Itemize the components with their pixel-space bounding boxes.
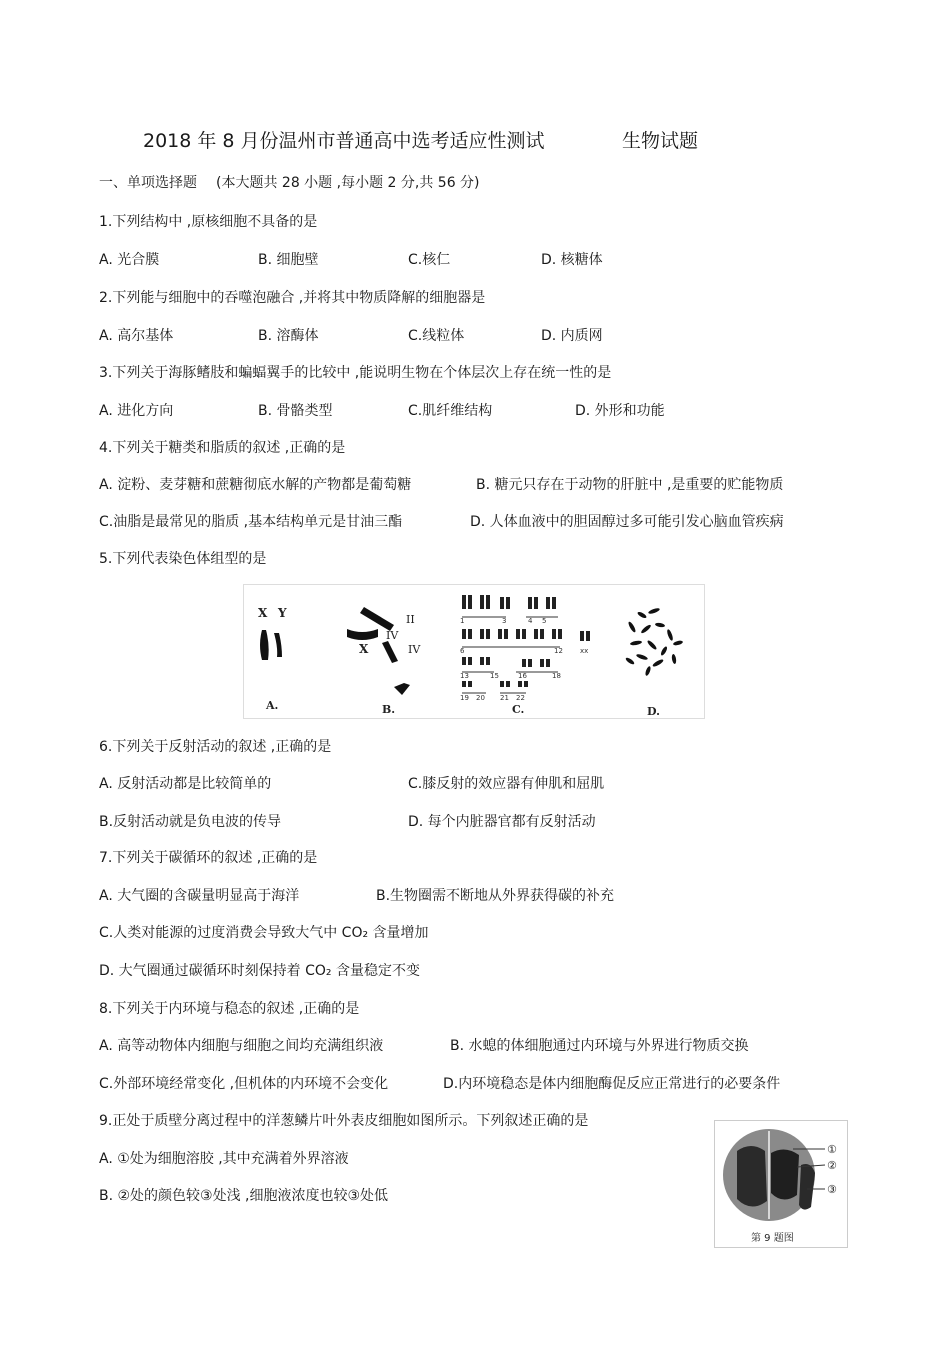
fig-label-b: B. <box>382 703 396 716</box>
svg-text:12: 12 <box>554 647 563 655</box>
option-a: A. ①处为细胞溶胶 ,其中充满着外界溶液 <box>99 1151 349 1167</box>
option-c: C.膝反射的效应器有伸肌和屈肌 <box>408 776 605 792</box>
question-stem: 2.下列能与细胞中的吞噬泡融合 ,并将其中物质降解的细胞器是 <box>99 290 486 306</box>
svg-text:13: 13 <box>460 672 469 680</box>
question-stem: 5.下列代表染色体组型的是 <box>99 551 267 567</box>
chromosome-b2 <box>347 629 378 640</box>
fig-label-a: A. <box>266 699 279 712</box>
chromosome-y <box>274 633 282 657</box>
mark-3: ③ <box>827 1183 837 1196</box>
option-b: B. ②处的颜色较③处浅 ,细胞液浓度也较③处低 <box>99 1188 389 1204</box>
option-d: D.内环境稳态是体内细胞酶促反应正常进行的必要条件 <box>443 1076 781 1092</box>
fig-b-x-label: X <box>359 642 369 656</box>
svg-text:15: 15 <box>490 672 499 680</box>
option-d: D. 人体血液中的胆固醇过多可能引发心脑血管疾病 <box>470 514 784 530</box>
svg-text:21: 21 <box>500 694 509 702</box>
fig-b-ii-label: II <box>406 613 415 626</box>
chromosome-b3 <box>382 641 398 663</box>
fig-a-y-label: Y <box>278 606 287 620</box>
option-a: A. 进化方向 <box>99 403 174 419</box>
cell-figure <box>714 1120 848 1248</box>
svg-text:19: 19 <box>460 694 469 702</box>
cell-middle <box>771 1149 799 1199</box>
svg-text:5: 5 <box>542 617 547 625</box>
svg-text:3: 3 <box>502 617 507 625</box>
option-b: B. 水螅的体细胞通过内环境与外界进行物质交换 <box>450 1038 749 1054</box>
option-c: C.肌纤维结构 <box>408 403 493 419</box>
option-b: B.生物圈需不断地从外界获得碳的补充 <box>376 888 615 904</box>
option-d: D. 外形和功能 <box>575 403 665 419</box>
karyotype-lines <box>462 617 560 693</box>
svg-text:22: 22 <box>516 694 525 702</box>
option-a: A. 光合膜 <box>99 252 160 268</box>
question-stem: 8.下列关于内环境与稳态的叙述 ,正确的是 <box>99 1001 360 1017</box>
option-c: C.核仁 <box>408 252 451 268</box>
fig-label-c: C. <box>512 703 525 716</box>
option-c: C.外部环境经常变化 ,但机体的内环境不会变化 <box>99 1076 389 1092</box>
chromosome-x <box>260 630 269 660</box>
chromosome-b1 <box>360 607 394 631</box>
option-d: D. 每个内脏器官都有反射活动 <box>408 814 596 830</box>
option-c: C.油脂是最常见的脂质 ,基本结构单元是甘油三酯 <box>99 514 403 530</box>
option-a: A. 高尔基体 <box>99 328 174 344</box>
fig-b-iv2-label: IV <box>408 643 421 656</box>
exam-title: 2018 年 8 月份温州市普通高中选考适应性测试 <box>143 130 545 152</box>
mark-1: ① <box>827 1143 837 1156</box>
option-c: C.线粒体 <box>408 328 465 344</box>
cell-right <box>799 1164 815 1210</box>
option-a: A. 大气圈的含碳量明显高于海洋 <box>99 888 300 904</box>
mark-2: ② <box>827 1159 837 1172</box>
option-b: B. 细胞壁 <box>258 252 319 268</box>
question-stem: 9.正处于质壁分离过程中的洋葱鳞片叶外表皮细胞如图所示。下列叙述正确的是 <box>99 1113 589 1129</box>
section-heading: 一、单项选择题 <box>99 175 197 191</box>
question-stem: 6.下列关于反射活动的叙述 ,正确的是 <box>99 739 332 755</box>
option-b: B. 骨骼类型 <box>258 403 333 419</box>
option-b: B. 糖元只存在于动物的肝脏中 ,是重要的贮能物质 <box>476 477 784 493</box>
option-d: D. 大气圈通过碳循环时刻保持着 CO₂ 含量稳定不变 <box>99 963 420 979</box>
fig-label-d: D. <box>647 705 660 718</box>
cell-left <box>737 1146 767 1207</box>
karyotype-figure-image <box>244 585 704 718</box>
figure-caption: 第 9 题图 <box>751 1233 794 1244</box>
section-note: (本大题共 28 小题 ,每小题 2 分,共 56 分) <box>216 175 480 191</box>
svg-text:1: 1 <box>460 617 465 625</box>
chromosome-b4 <box>394 683 410 695</box>
option-a: A. 高等动物体内细胞与细胞之间均充满组织液 <box>99 1038 384 1054</box>
option-a: A. 反射活动都是比较简单的 <box>99 776 272 792</box>
svg-text:4: 4 <box>528 617 533 625</box>
option-b: B.反射活动就是负电波的传导 <box>99 814 282 830</box>
option-d: D. 核糖体 <box>541 252 603 268</box>
svg-text:xx: xx <box>580 647 589 655</box>
chromosome-cluster <box>625 607 684 676</box>
option-d: D. 内质网 <box>541 328 603 344</box>
svg-text:16: 16 <box>518 672 527 680</box>
question-stem: 1.下列结构中 ,原核细胞不具备的是 <box>99 214 318 230</box>
option-a: A. 淀粉、麦芽糖和蔗糖彻底水解的产物都是葡萄糖 <box>99 477 412 493</box>
svg-text:6: 6 <box>460 647 465 655</box>
cell-figure-image <box>715 1121 847 1247</box>
question-stem: 4.下列关于糖类和脂质的叙述 ,正确的是 <box>99 440 346 456</box>
fig-a-x-label: X <box>258 606 268 620</box>
question-stem: 7.下列关于碳循环的叙述 ,正确的是 <box>99 850 318 866</box>
subject-title: 生物试题 <box>622 130 699 152</box>
svg-text:20: 20 <box>476 694 485 702</box>
option-c: C.人类对能源的过度消费会导致大气中 CO₂ 含量增加 <box>99 925 429 941</box>
karyotype-figure <box>243 584 705 719</box>
question-stem: 3.下列关于海豚鳍肢和蝙蝠翼手的比较中 ,能说明生物在个体层次上存在统一性的是 <box>99 365 612 381</box>
option-b: B. 溶酶体 <box>258 328 319 344</box>
fig-b-iv-label: IV <box>386 629 399 642</box>
svg-text:18: 18 <box>552 672 561 680</box>
